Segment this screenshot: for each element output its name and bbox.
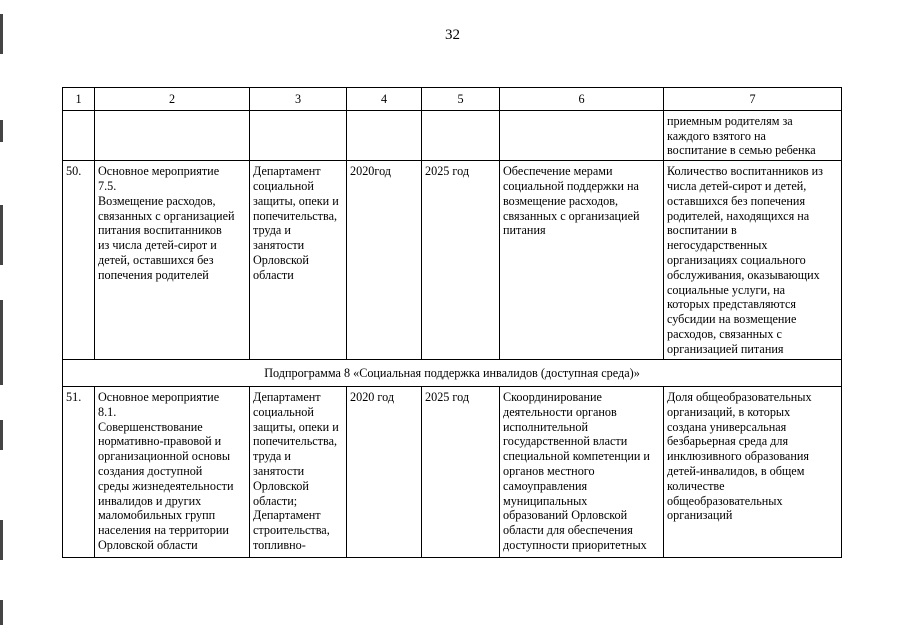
cell-line: нормативно-правовой и: [98, 434, 222, 449]
cell-line: населения на территории: [98, 523, 229, 538]
cell-event: [95, 161, 250, 360]
cell-empty: [250, 110, 347, 160]
column-header-4: 4: [347, 88, 422, 111]
cell-empty: [500, 110, 664, 160]
cell-indicator: [664, 110, 842, 160]
cell-line: создания доступной: [98, 463, 203, 478]
cell-line: Департамент: [253, 389, 321, 404]
cell-line: оставшихся без попечения: [667, 193, 806, 208]
cell-line: Доля общеобразовательных: [667, 389, 812, 404]
page-number: 32: [445, 27, 460, 43]
cell-line: питания воспитанников: [98, 223, 222, 238]
column-header-2: 2: [95, 88, 250, 111]
cell-line: попечения родителей: [98, 267, 209, 282]
subprogram-row: [63, 360, 842, 387]
cell-result: [500, 386, 664, 557]
cell-line: Орловской: [253, 478, 309, 493]
cell-executor: [250, 386, 347, 557]
cell-line: из числа детей-сирот и: [98, 238, 217, 253]
cell-line: труда и: [253, 449, 291, 464]
column-header-3: 3: [250, 88, 347, 111]
cell-empty: [95, 110, 250, 160]
cell-line: родителей, находящихся на: [667, 208, 810, 223]
cell-line: маломобильных групп: [98, 508, 216, 523]
cell-line: питания: [503, 223, 546, 238]
cell-line: организаций: [667, 508, 733, 523]
cell-empty: [63, 110, 95, 160]
cell-line: инклюзивного образования: [667, 449, 809, 464]
cell-end-year: 2025 год: [422, 386, 500, 557]
scan-edge-marks: [0, 0, 3, 640]
cell-line: Скоординирование: [503, 389, 602, 404]
cell-line: организацией питания: [667, 341, 784, 356]
cell-line: труда и: [253, 223, 291, 238]
cell-line: социальной: [253, 178, 314, 193]
cell-result: [500, 161, 664, 360]
cell-line: воспитании в: [667, 223, 737, 238]
cell-line: защиты, опеки и: [253, 193, 339, 208]
cell-line: среды жизнедеятельности: [98, 478, 234, 493]
cell-empty: [422, 110, 500, 160]
cell-line: которых представляются: [667, 297, 796, 312]
cell-line: области для обеспечения: [503, 523, 633, 538]
cell-line: каждого взятого на: [667, 128, 766, 143]
cell-empty: [347, 110, 422, 160]
cell-line: количестве: [667, 478, 725, 493]
cell-line: строительства,: [253, 523, 330, 538]
cell-line: государственной власти: [503, 434, 628, 449]
cell-line: Количество воспитанников из: [667, 164, 823, 179]
cell-line: числа детей-сирот и детей,: [667, 178, 807, 193]
cell-line: образований Орловской: [503, 508, 628, 523]
cell-line: Орловской области: [98, 537, 198, 552]
cell-line: организационной основы: [98, 449, 231, 464]
cell-line: доступности приоритетных: [503, 537, 647, 552]
cell-start-year: 2020 год: [347, 386, 422, 557]
cell-line: органов местного: [503, 463, 595, 478]
cell-line: Возмещение расходов,: [98, 193, 216, 208]
column-header-1: 1: [63, 88, 95, 111]
cell-line: 7.5.: [98, 178, 117, 193]
cell-line: расходов, связанных с: [667, 326, 782, 341]
cell-line: субсидии на возмещение: [667, 312, 797, 327]
continuation-row: [63, 110, 842, 160]
cell-line: исполнительной: [503, 419, 589, 434]
cell-executor: [250, 161, 347, 360]
cell-line: Основное мероприятие: [98, 164, 220, 179]
cell-line: попечительства,: [253, 434, 338, 449]
cell-line: воспитание в семью ребенка: [667, 143, 816, 158]
cell-line: специальной компетенции и: [503, 449, 650, 464]
cell-line: Обеспечение мерами: [503, 164, 613, 179]
cell-line: социальной: [253, 404, 314, 419]
column-header-6: 6: [500, 88, 664, 111]
cell-line: области: [253, 267, 294, 282]
cell-row-number: 51.: [63, 386, 95, 557]
cell-line: социальной поддержки на: [503, 178, 639, 193]
cell-line: социальные услуги, на: [667, 282, 786, 297]
cell-line: негосударственных: [667, 238, 768, 253]
cell-indicator: [664, 161, 842, 360]
cell-line: Департамент: [253, 164, 321, 179]
cell-line: занятости: [253, 238, 305, 253]
cell-line: области;: [253, 493, 298, 508]
cell-line: муниципальных: [503, 493, 588, 508]
cell-line: приемным родителям за: [667, 113, 793, 128]
cell-line: Основное мероприятие: [98, 389, 220, 404]
cell-line: деятельности органов: [503, 404, 617, 419]
column-number-row: [63, 88, 842, 111]
cell-line: Совершенствование: [98, 419, 203, 434]
cell-line: безбарьерная среда для: [667, 434, 789, 449]
cell-event: [95, 386, 250, 557]
cell-line: защиты, опеки и: [253, 419, 339, 434]
cell-start-year: 2020год: [347, 161, 422, 360]
cell-indicator: [664, 386, 842, 557]
cell-line: общеобразовательных: [667, 493, 783, 508]
table-row-51: [63, 386, 842, 557]
cell-line: занятости: [253, 463, 305, 478]
column-header-5: 5: [422, 88, 500, 111]
activities-table: [62, 87, 842, 558]
cell-line: связанных с организацией: [98, 208, 235, 223]
cell-line: инвалидов и других: [98, 493, 202, 508]
cell-line: детей, оставшихся без: [98, 252, 214, 267]
column-header-7: 7: [664, 88, 842, 111]
cell-line: самоуправления: [503, 478, 588, 493]
subprogram-title: Подпрограмма 8 «Социальная поддержка инвалидов (доступная среда)»: [63, 360, 842, 387]
cell-line: Орловской: [253, 252, 309, 267]
cell-line: организациях социального: [667, 252, 806, 267]
cell-line: 8.1.: [98, 404, 117, 419]
cell-line: возмещение расходов,: [503, 193, 619, 208]
cell-line: топливно-: [253, 537, 306, 552]
cell-line: организаций, в которых: [667, 404, 791, 419]
cell-line: детей-инвалидов, в общем: [667, 463, 805, 478]
cell-line: попечительства,: [253, 208, 338, 223]
cell-line: создана универсальная: [667, 419, 787, 434]
table-row-50: [63, 161, 842, 360]
cell-line: обслуживания, оказывающих: [667, 267, 820, 282]
cell-end-year: 2025 год: [422, 161, 500, 360]
cell-line: Департамент: [253, 508, 321, 523]
cell-line: связанных с организацией: [503, 208, 640, 223]
cell-row-number: 50.: [63, 161, 95, 360]
